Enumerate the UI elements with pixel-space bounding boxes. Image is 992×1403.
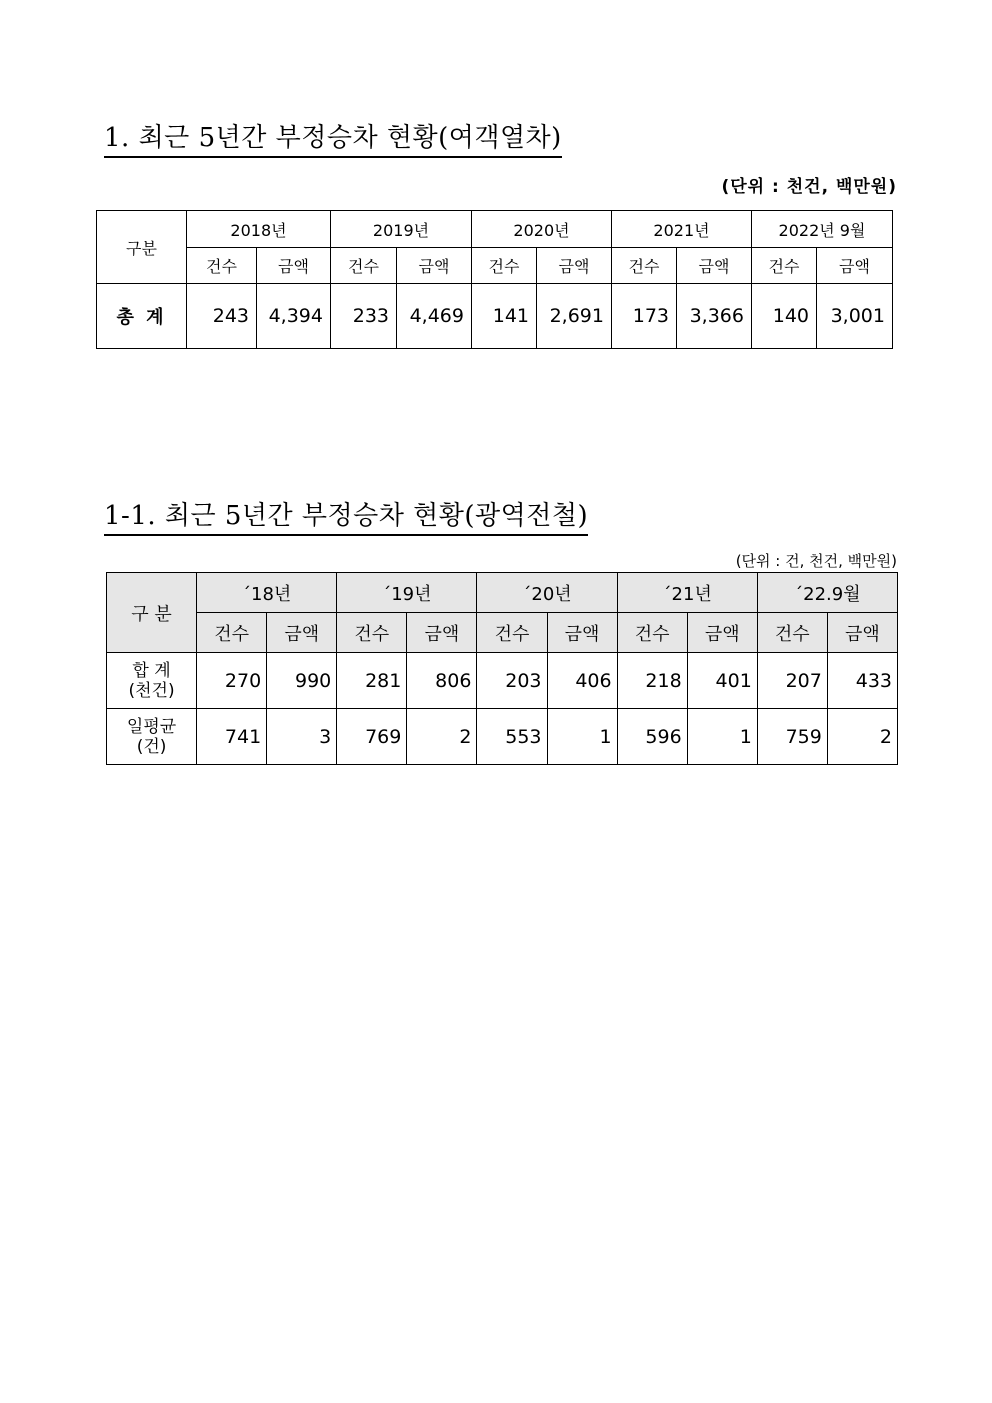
count-cell: 759	[757, 709, 827, 765]
row-label	[107, 709, 197, 765]
row-label-line2: (천건)	[128, 680, 175, 701]
count-cell: 769	[337, 709, 407, 765]
section1-year-header: 2019년	[331, 211, 472, 248]
amount-cell: 406	[547, 653, 617, 709]
count-cell: 218	[617, 653, 687, 709]
section2-title: 1-1. 최근 5년간 부정승차 현황(광역전철)	[104, 495, 588, 536]
count-cell: 596	[617, 709, 687, 765]
amount-cell: 1	[547, 709, 617, 765]
count-cell: 243	[187, 284, 257, 349]
section1-year-header: 2020년	[472, 211, 612, 248]
amount-cell: 3	[267, 709, 337, 765]
section1-table	[96, 210, 893, 349]
table-row	[107, 653, 898, 709]
count-cell: 741	[197, 709, 267, 765]
section2-header-row	[107, 573, 898, 613]
count-cell: 140	[752, 284, 817, 349]
count-header: 건수	[187, 248, 257, 284]
amount-cell: 2	[827, 709, 897, 765]
row-label-line2: (건)	[136, 736, 167, 757]
amount-header: 금액	[257, 248, 331, 284]
row-label	[107, 653, 197, 709]
amount-header: 금액	[687, 613, 757, 653]
amount-cell: 990	[267, 653, 337, 709]
count-cell: 553	[477, 709, 547, 765]
amount-cell: 2	[407, 709, 477, 765]
section2-year-header: ´21년	[617, 573, 757, 613]
amount-cell: 1	[687, 709, 757, 765]
amount-header: 금액	[407, 613, 477, 653]
table-row	[97, 284, 893, 349]
section2-corner-header: 구 분	[107, 573, 197, 653]
count-cell: 141	[472, 284, 537, 349]
count-cell: 233	[331, 284, 397, 349]
amount-cell: 3,366	[677, 284, 752, 349]
section1-title: 1. 최근 5년간 부정승차 현황(여객열차)	[104, 117, 562, 158]
amount-cell: 4,394	[257, 284, 331, 349]
count-header: 건수	[612, 248, 677, 284]
count-header: 건수	[337, 613, 407, 653]
section2-unit-note: (단위 : 건, 천건, 백만원)	[735, 552, 897, 570]
count-header: 건수	[197, 613, 267, 653]
amount-cell: 2,691	[537, 284, 612, 349]
amount-cell: 4,469	[397, 284, 472, 349]
count-header: 건수	[757, 613, 827, 653]
section1-year-header: 2022년 9월	[752, 211, 893, 248]
amount-cell: 3,001	[817, 284, 893, 349]
amount-header: 금액	[537, 248, 612, 284]
amount-header: 금액	[817, 248, 893, 284]
row-label-line1: 합 계	[132, 660, 171, 681]
amount-header: 금액	[547, 613, 617, 653]
amount-header: 금액	[827, 613, 897, 653]
row-label-line1: 일평균	[126, 716, 177, 737]
section2-year-header: ´19년	[337, 573, 477, 613]
amount-cell: 806	[407, 653, 477, 709]
count-cell: 173	[612, 284, 677, 349]
amount-cell: 401	[687, 653, 757, 709]
section1-corner-header: 구분	[97, 211, 187, 284]
section1-year-header: 2018년	[187, 211, 331, 248]
count-cell: 281	[337, 653, 407, 709]
section1-unit-note: (단위 : 천건, 백만원)	[721, 177, 897, 197]
amount-header: 금액	[267, 613, 337, 653]
count-header: 건수	[472, 248, 537, 284]
section2-subheader-row	[107, 613, 898, 653]
section2-table	[106, 572, 898, 765]
row-label: 총 계	[97, 284, 187, 349]
count-header: 건수	[752, 248, 817, 284]
section1-subheader-row	[97, 248, 893, 284]
section2-year-header: ´20년	[477, 573, 617, 613]
count-cell: 203	[477, 653, 547, 709]
table-row	[107, 709, 898, 765]
count-header: 건수	[617, 613, 687, 653]
count-cell: 270	[197, 653, 267, 709]
section2-year-header: ´18년	[197, 573, 337, 613]
amount-header: 금액	[677, 248, 752, 284]
section1-header-row	[97, 211, 893, 248]
count-header: 건수	[331, 248, 397, 284]
section1-year-header: 2021년	[612, 211, 752, 248]
amount-header: 금액	[397, 248, 472, 284]
count-cell: 207	[757, 653, 827, 709]
section2-year-header: ´22.9월	[757, 573, 897, 613]
count-header: 건수	[477, 613, 547, 653]
amount-cell: 433	[827, 653, 897, 709]
